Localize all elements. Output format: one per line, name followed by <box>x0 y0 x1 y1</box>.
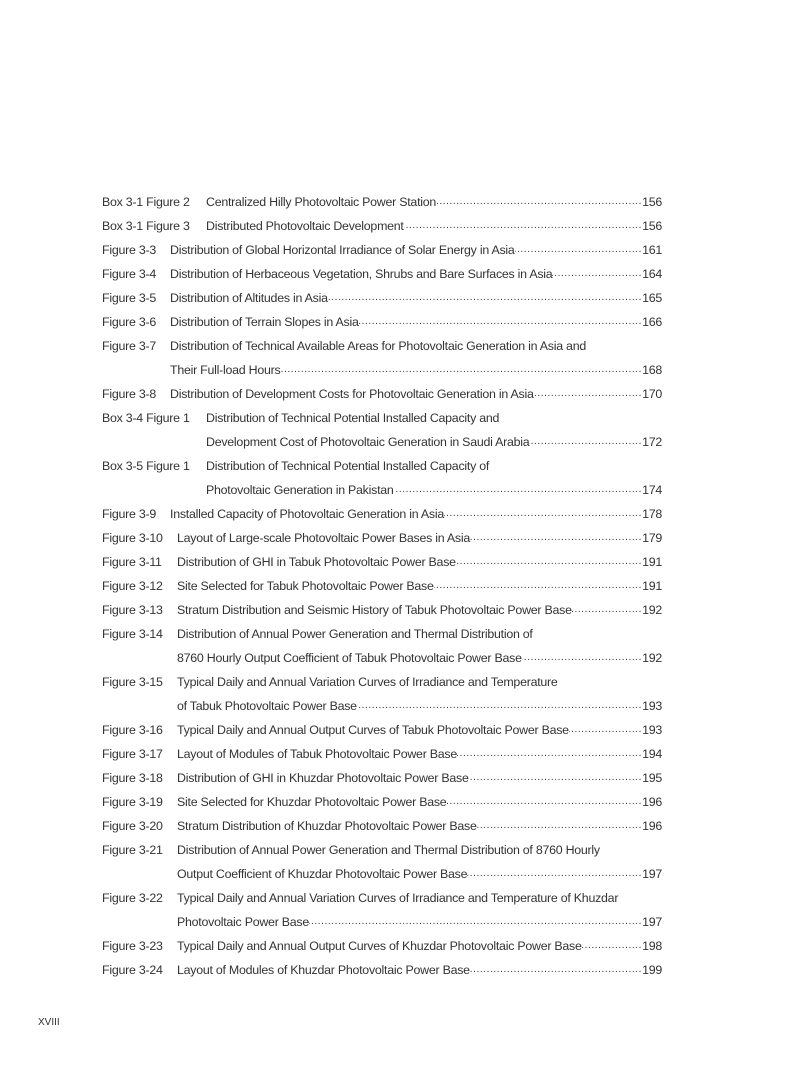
toc-entry[interactable] <box>102 838 662 862</box>
figure-title: Distribution of Development Costs for Photovoltaic Generation in Asia <box>170 387 534 401</box>
figure-title: Centralized Hilly Photovoltaic Power Station <box>206 195 437 209</box>
figure-title: Layout of Modules of Tabuk Photovoltaic Power Base <box>177 747 458 761</box>
page-ref: 194 <box>642 747 662 761</box>
figure-title: Output Coefficient of Khuzdar Photovoltaic Power Base <box>177 867 468 881</box>
toc-entry[interactable] <box>102 814 662 838</box>
toc-entry-continuation[interactable] <box>102 646 662 670</box>
figure-title: Site Selected for Khuzdar Photovoltaic Power Base <box>177 795 447 809</box>
page-ref: 174 <box>642 483 662 497</box>
figure-title: Distribution of Herbaceous Vegetation, Shrubs and Bare Surfaces in Asia <box>170 267 553 281</box>
toc-entry[interactable] <box>102 238 662 262</box>
figure-title: Photovoltaic Power Base <box>177 915 309 929</box>
page-ref: 196 <box>642 819 662 833</box>
figure-title: Typical Daily and Annual Variation Curves of Irradiance and Temperature <box>177 675 558 689</box>
figure-title: Distribution of Terrain Slopes in Asia <box>170 315 359 329</box>
dot-leader <box>467 862 642 886</box>
page-ref: 191 <box>642 579 662 593</box>
page-ref: 156 <box>642 219 662 233</box>
toc-entry[interactable] <box>102 622 662 646</box>
figure-title: Stratum Distribution of Khuzdar Photovoltaic Power Base <box>177 819 477 833</box>
figure-title: Typical Daily and Annual Variation Curves of Irradiance and Temperature of Khuzdar <box>177 891 619 905</box>
toc-entry[interactable] <box>102 958 662 982</box>
figure-title: Distribution of Technical Potential Installed Capacity and <box>206 411 500 425</box>
toc-entry[interactable] <box>102 406 662 430</box>
toc-entry-continuation[interactable] <box>102 862 662 886</box>
figure-title: Distributed Photovoltaic Development <box>206 219 404 233</box>
figure-label: Figure 3-10 <box>102 531 163 545</box>
figure-label: Figure 3-17 <box>102 747 163 761</box>
dot-leader <box>309 910 642 934</box>
figure-label: Figure 3-12 <box>102 579 163 593</box>
dot-leader <box>359 310 642 334</box>
figure-label: Box 3-1 Figure 3 <box>102 219 190 233</box>
figure-title: Distribution of Annual Power Generation and Thermal Distribution of <box>177 627 533 641</box>
figure-label: Box 3-4 Figure 1 <box>102 411 190 425</box>
dot-leader <box>280 358 642 382</box>
toc-entry[interactable] <box>102 502 662 526</box>
figure-title: Layout of Modules of Khuzdar Photovoltaic Power Base <box>177 963 470 977</box>
figure-title: Distribution of GHI in Tabuk Photovoltaic Power Base <box>177 555 456 569</box>
page-ref: 196 <box>642 795 662 809</box>
toc-entry-continuation[interactable] <box>102 358 662 382</box>
dot-leader <box>534 382 642 406</box>
figure-label: Figure 3-9 <box>102 507 156 521</box>
toc-entry[interactable] <box>102 742 662 766</box>
page-ref: 192 <box>642 651 662 665</box>
toc-entry-continuation[interactable] <box>102 694 662 718</box>
dot-leader <box>572 598 642 622</box>
figure-label: Figure 3-15 <box>102 675 163 689</box>
toc-entry[interactable] <box>102 334 662 358</box>
page-ref: 197 <box>642 915 662 929</box>
figure-label: Figure 3-11 <box>102 555 162 569</box>
figure-title: Distribution of Technical Available Areas for Photovoltaic Generation in Asia and <box>170 339 586 353</box>
figure-label: Box 3-5 Figure 1 <box>102 459 190 473</box>
figure-label: Figure 3-4 <box>102 267 156 281</box>
toc-entry[interactable] <box>102 766 662 790</box>
dot-leader <box>529 430 642 454</box>
figure-title: Site Selected for Tabuk Photovoltaic Power Base <box>177 579 434 593</box>
toc-entry[interactable] <box>102 886 662 910</box>
page-ref: 166 <box>642 315 662 329</box>
dot-leader <box>434 574 642 598</box>
figure-title: Stratum Distribution and Seismic History of Tabuk Photovoltaic Power Base <box>177 603 572 617</box>
page-ref: 195 <box>642 771 662 785</box>
figure-title: Distribution of GHI in Khuzdar Photovoltaic Power Base <box>177 771 469 785</box>
toc-entry[interactable] <box>102 934 662 958</box>
dot-leader <box>582 934 642 958</box>
toc-entry[interactable] <box>102 670 662 694</box>
dot-leader <box>457 742 642 766</box>
toc-entry-continuation[interactable] <box>102 478 662 502</box>
page-ref: 193 <box>642 699 662 713</box>
figure-label: Figure 3-18 <box>102 771 163 785</box>
figure-label: Box 3-1 Figure 2 <box>102 195 190 209</box>
figure-label: Figure 3-16 <box>102 723 163 737</box>
figure-title: Distribution of Technical Potential Installed Capacity of <box>206 459 490 473</box>
toc-entry[interactable] <box>102 190 662 214</box>
toc-entry-continuation[interactable] <box>102 910 662 934</box>
toc-entry[interactable] <box>102 454 662 478</box>
page-ref: 161 <box>642 243 662 257</box>
toc-entry[interactable] <box>102 286 662 310</box>
dot-leader <box>469 766 642 790</box>
page-ref: 164 <box>642 267 662 281</box>
dot-leader <box>522 646 642 670</box>
figure-title: Installed Capacity of Photovoltaic Generation in Asia <box>170 507 444 521</box>
figure-title: of Tabuk Photovoltaic Power Base <box>177 699 357 713</box>
figure-label: Figure 3-14 <box>102 627 163 641</box>
figure-label: Figure 3-21 <box>102 843 163 857</box>
figure-label: Figure 3-19 <box>102 795 163 809</box>
dot-leader <box>444 502 642 526</box>
page-ref: 179 <box>642 531 662 545</box>
dot-leader <box>357 694 642 718</box>
figure-label: Figure 3-24 <box>102 963 163 977</box>
figure-title: 8760 Hourly Output Coefficient of Tabuk Photovoltaic Power Base <box>177 651 522 665</box>
page-ref: 168 <box>642 363 662 377</box>
dot-leader <box>436 190 642 214</box>
dot-leader <box>470 526 642 550</box>
figure-label: Figure 3-5 <box>102 291 156 305</box>
dot-leader <box>394 478 643 502</box>
page-ref: 198 <box>642 939 662 953</box>
figure-label: Figure 3-22 <box>102 891 163 905</box>
toc-entry[interactable] <box>102 574 662 598</box>
page-ref: 172 <box>642 435 662 449</box>
figure-title: Development Cost of Photovoltaic Generation in Saudi Arabia <box>206 435 530 449</box>
dot-leader <box>328 286 642 310</box>
figure-title: Their Full-load Hours <box>170 363 281 377</box>
dot-leader <box>552 262 642 286</box>
page-ref: 199 <box>642 963 662 977</box>
dot-leader <box>446 790 642 814</box>
toc-entry[interactable] <box>102 382 662 406</box>
figure-label: Figure 3-7 <box>102 339 156 353</box>
figure-title: Layout of Large-scale Photovoltaic Power Bases in Asia <box>177 531 470 545</box>
figure-title: Distribution of Altitudes in Asia <box>170 291 328 305</box>
figure-label: Figure 3-23 <box>102 939 163 953</box>
toc-entry[interactable] <box>102 310 662 334</box>
figure-title: Distribution of Global Horizontal Irradiance of Solar Energy in Asia <box>170 243 515 257</box>
page-ref: 192 <box>642 603 662 617</box>
toc-entry[interactable] <box>102 214 662 238</box>
dot-leader <box>470 958 642 982</box>
figure-label: Figure 3-6 <box>102 315 156 329</box>
toc-entry[interactable] <box>102 598 662 622</box>
page-ref: 165 <box>642 291 662 305</box>
dot-leader <box>477 814 642 838</box>
page-ref: 193 <box>642 723 662 737</box>
figure-title: Distribution of Annual Power Generation and Thermal Distribution of 8760 Hourly <box>177 843 600 857</box>
dot-leader <box>456 550 642 574</box>
figure-title: Typical Daily and Annual Output Curves of Khuzdar Photovoltaic Power Base <box>177 939 582 953</box>
page-ref: 156 <box>642 195 662 209</box>
toc-entry[interactable] <box>102 550 662 574</box>
page-ref: 178 <box>642 507 662 521</box>
figure-label: Figure 3-3 <box>102 243 156 257</box>
figure-label: Figure 3-20 <box>102 819 163 833</box>
page-ref: 191 <box>642 555 662 569</box>
toc-entry[interactable] <box>102 262 662 286</box>
toc-entry[interactable] <box>102 790 662 814</box>
toc-entry[interactable] <box>102 526 662 550</box>
dot-leader <box>404 214 642 238</box>
figure-label: Figure 3-8 <box>102 387 156 401</box>
toc-entry[interactable] <box>102 718 662 742</box>
figure-label: Figure 3-13 <box>102 603 163 617</box>
page-number: XVIII <box>38 1017 60 1028</box>
figure-title: Photovoltaic Generation in Pakistan <box>206 483 394 497</box>
dot-leader <box>515 238 642 262</box>
page-ref: 197 <box>642 867 662 881</box>
toc-entry-continuation[interactable] <box>102 430 662 454</box>
figure-title: Typical Daily and Annual Output Curves of Tabuk Photovoltaic Power Base <box>177 723 569 737</box>
dot-leader <box>569 718 642 742</box>
page-ref: 170 <box>642 387 662 401</box>
